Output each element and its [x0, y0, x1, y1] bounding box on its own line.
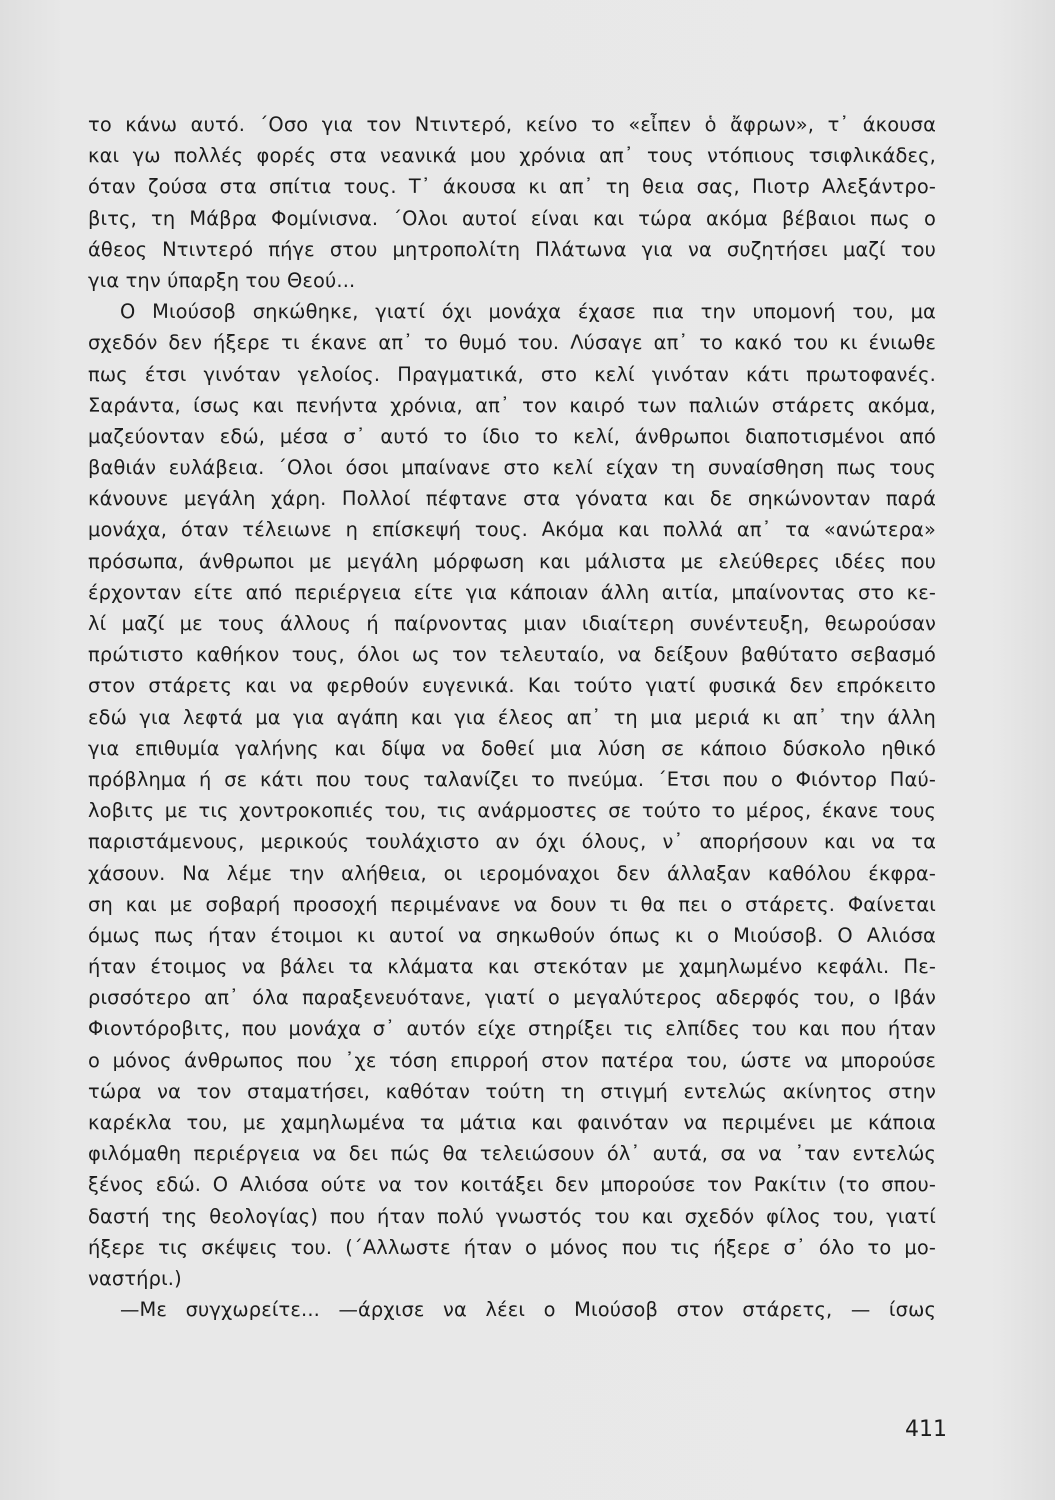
text-line: βαθιάν ευλάβεια. ΄Ολοι όσοι μπαίνανε στο κελί είχαν τη συναίσθηση πως τους [88, 456, 936, 480]
text-line: καρέκλα του, με χαμηλωμένα τα μάτια και φαινόταν να περιμένει με κάποια [88, 1111, 936, 1134]
text-line: χάσουν. Να λέμε την αλήθεια, οι ιερομόναχοι δεν άλλαξαν καθόλου έκφρα- [88, 861, 936, 885]
text-line: στον στάρετς και να φερθούν ευγενικά. Και τούτο γιατί φυσικά δεν επρόκειτο [88, 674, 936, 698]
text-line: ήταν έτοιμος να βάλει τα κλάματα και στεκόταν με χαμηλωμένο κεφάλι. Πε- [88, 955, 936, 979]
text-line: για την ύπαρξη του Θεού... [88, 268, 356, 292]
text-line: ρισσότερο απ᾽ όλα παραξενευότανε, γιατί ο μεγαλύτερος αδερφός του, ο Ιβάν [88, 986, 936, 1010]
text-line: μαζεύονταν εδώ, μέσα σ᾽ αυτό το ίδιο το κελί, άνθρωποι διαποτισμένοι από [88, 424, 936, 448]
text-line: τώρα να τον σταματήσει, καθόταν τούτη τη στιγμή εντελώς ακίνητος στην [88, 1079, 936, 1103]
text-line: μονάχα, όταν τέλειωνε η επίσκεψή τους. Ακόμα και πολλά απ᾽ τα «ανώτερα» [88, 518, 936, 542]
text-line: βιτς, τη Μάβρα Φομίνισνα. ΄Ολοι αυτοί είναι και τώρα ακόμα βέβαιοι πως ο [88, 206, 936, 230]
text-line: σχεδόν δεν ήξερε τι έκανε απ᾽ το θυμό του. Λύσαγε απ᾽ το κακό του κι ένιωθε [88, 331, 936, 355]
text-line: για επιθυμία γαλήνης και δίψα να δοθεί μια λύση σε κάποιο δύσκολο ηθικό [88, 736, 936, 760]
text-line: λί μαζί με τους άλλους ή παίρνοντας μιαν ιδιαίτερη συνέντευξη, θεωρούσαν [88, 612, 936, 635]
text-line: ο μόνος άνθρωπος που ᾽χε τόση επιρροή στον πατέρα του, ώστε να μπορούσε [88, 1048, 936, 1072]
text-line: έρχονταν είτε από περιέργεια είτε για κάποιαν άλλη αιτία, μπαίνοντας στο κε- [88, 580, 936, 604]
text-line: πως έτσι γινόταν γελοίος. Πραγματικά, στο κελί γινόταν κάτι πρωτοφανές. [88, 362, 936, 386]
text-line: όμως πως ήταν έτοιμοι κι αυτοί να σηκωθούν όπως κι ο Μιούσοβ. Ο Αλιόσα [88, 923, 936, 947]
text-line: ση και με σοβαρή προσοχή περιμένανε να δουν τι θα πει ο στάρετς. Φαίνεται [88, 892, 936, 916]
text-line: —Με συγχωρείτε... —άρχισε να λέει ο Μιούσοβ στον στάρετς, — ίσως [120, 1298, 936, 1322]
body-text [88, 109, 936, 1325]
text-line: κάνουνε μεγάλη χάρη. Πολλοί πέφτανε στα γόνατα και δε σηκώνονταν παρά [88, 487, 936, 511]
text-line: ξένος εδώ. Ο Αλιόσα ούτε να τον κοιτάξει δεν μπορούσε τον Ρακίτιν (το σπου- [88, 1173, 936, 1197]
text-line: λοβιτς με τις χοντροκοπιές του, τις ανάρμοστες σε τούτο το μέρος, έκανε τους [88, 799, 936, 823]
text-line: άθεος Ντιντερό πήγε στου μητροπολίτη Πλάτωνα για να συζητήσει μαζί του [88, 237, 936, 261]
text-line: Ο Μιούσοβ σηκώθηκε, γιατί όχι μονάχα έχασε πια την υπομονή του, μα [120, 300, 936, 324]
text-line: όταν ζούσα στα σπίτια τους. Τ᾽ άκουσα κι απ᾽ τη θεια σας, Πιοτρ Αλεξάντρο- [88, 175, 936, 199]
text-line: Φιοντόροβιτς, που μονάχα σ᾽ αυτόν είχε στηρίξει τις ελπίδες του και που ήταν [88, 1017, 936, 1041]
page-number: 411 [905, 1417, 947, 1442]
text-line: φιλόμαθη περιέργεια να δει πώς θα τελειώσουν όλ᾽ αυτά, σα να ᾽ταν εντελώς [88, 1142, 936, 1166]
text-line: ήξερε τις σκέψεις του. (΄Αλλωστε ήταν ο μόνος που τις ήξερε σ᾽ όλο το μο- [88, 1235, 936, 1259]
text-line: πρόβλημα ή σε κάτι που τους ταλανίζει το πνεύμα. ΄Ετσι που ο Φιόντορ Παύ- [88, 767, 936, 791]
text-line: ναστήρι.) [88, 1266, 182, 1290]
text-line: το κάνω αυτό. ΄Οσο για τον Ντιντερό, κείνο το «εἶπεν ὁ ἄφρων», τ᾽ άκουσα [88, 113, 936, 136]
text-line: πρώτιστο καθήκον τους, όλοι ως τον τελευταίο, να δείξουν βαθύτατο σεβασμό [88, 643, 936, 667]
text-line: πρόσωπα, άνθρωποι με μεγάλη μόρφωση και μάλιστα με ελεύθερες ιδέες που [88, 549, 936, 573]
text-line: και γω πολλές φορές στα νεανικά μου χρόνια απ᾽ τους ντόπιους τσιφλικάδες, [88, 144, 936, 168]
text-line: εδώ για λεφτά μα για αγάπη και για έλεος απ᾽ τη μια μεριά κι απ᾽ την άλλη [88, 705, 936, 729]
text-line: Σαράντα, ίσως και πενήντα χρόνια, απ᾽ τον καιρό των παλιών στάρετς ακόμα, [88, 393, 936, 417]
text-line: δαστή της θεολογίας) που ήταν πολύ γνωστός του και σχεδόν φίλος του, γιατί [88, 1204, 936, 1228]
text-line: παριστάμενους, μερικούς τουλάχιστο αν όχι όλους, ν᾽ απορήσουν και να τα [88, 830, 936, 854]
